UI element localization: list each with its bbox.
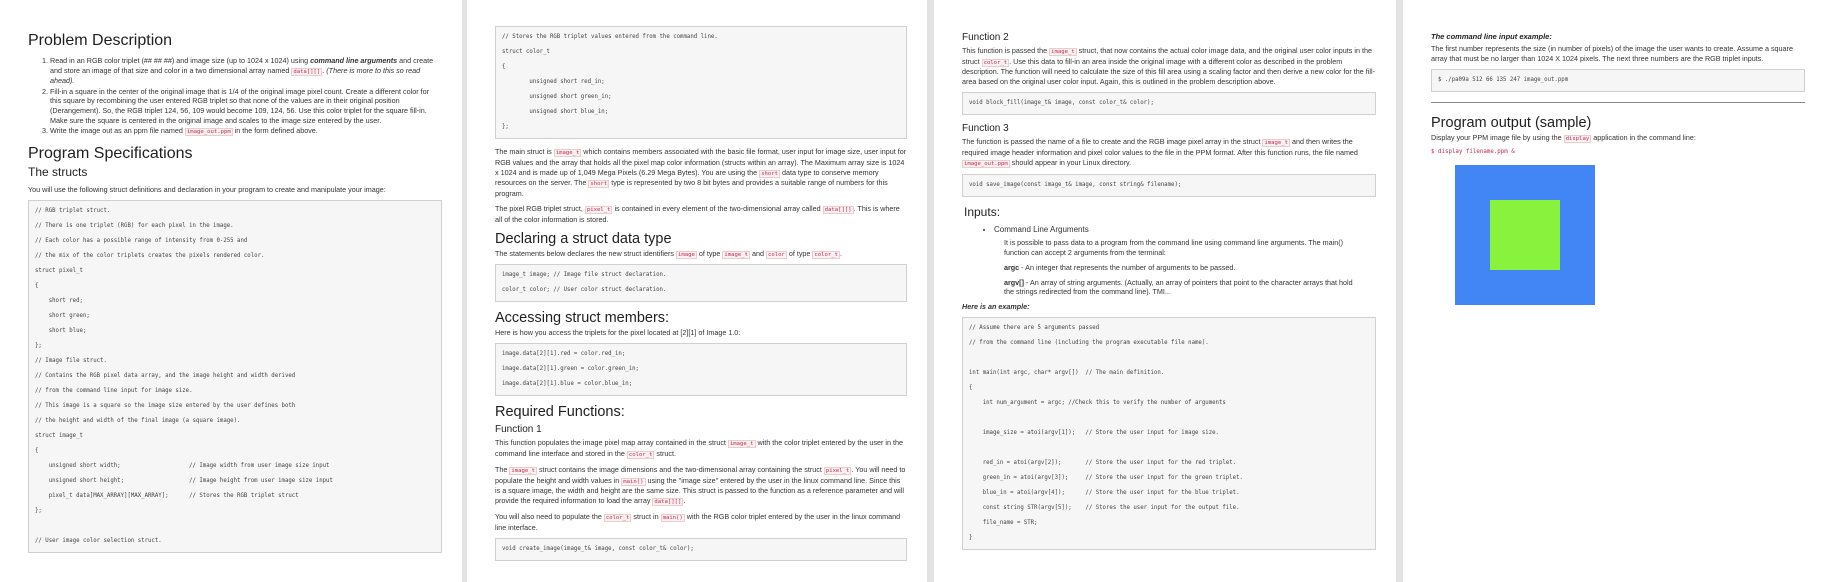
code-line: // Contains the RGB pixel data array, and the image height and width derived [35,372,296,379]
code-line: short green; [35,312,90,319]
code-line: // Each color has a possible range of intensity from 0-255 and [35,237,248,244]
list-item: • Command Line Arguments [994,225,1376,234]
code-line: { [35,447,39,454]
accessing-heading: Accessing struct members: [495,310,670,327]
code-line: // from the command line input for image size. [35,387,193,394]
document-page-2 [467,0,927,582]
function-1-paragraph: You will also need to populate the color_t struct in main() with the RGB color triplet entered by the user in the linux command line interface. [495,511,901,532]
list-item: 2. Fill-in a square in the center of the original image that is 1/4 of the original image pixel count. Create a different color for this square by recombining the user entered RGB triplet so that none of the values are in their original position (Derangement). So, the RGB triplet 124, 56, 109 would become 109, 124, 56. Use this color triplet for the square fill-in. Make sure the square is centered in the original image and scales to the image size entered by the user. [50,87,442,126]
display-command: $ display filename.ppm & [1431,148,1515,155]
horizontal-rule [1431,102,1805,103]
program-output-heading: Program output (sample) [1431,114,1592,131]
inputs-list [994,225,1376,234]
document-page-3 [934,0,1396,582]
code-line [969,411,1369,426]
function-1-signature: void create_image(image_t& image, const color_t& color); [495,538,907,561]
list-item: 1. Read in an RGB color triplet (## ## ##) and image size (up to 1024 x 1024) using command line arguments and create and store an image of that size and color in a two dimensional array named data[][] . (There is more to this so read ahead). [50,56,442,86]
function-3-signature: void save_image(const image_t& image, const string& filename); [962,174,1376,197]
code-line: } [969,535,973,542]
requirements-list [50,56,442,137]
code-line: image_size = atoi(argv[1]); // Store the user input for image size. [969,430,1219,437]
list-item: 3. Write the image out as an ppm file named image_out.ppm in the form defined above. [50,126,442,136]
command-line-code: $ ./pa09a 512 66 135 247 image_out.ppm [1431,69,1805,92]
code-line: pixel_t data[MAX_ARRAY][MAX_ARRAY]; // Stores the RGB triplet struct [35,492,299,499]
code-line: // Stores the RGB triplet values entered from the command line. [502,34,718,40]
page-gap [1396,0,1403,582]
code-line: struct color_t [502,49,550,55]
code-line: struct image_t [35,432,83,439]
code-line: file_name = STR; [969,520,1038,527]
code-line: short blue; [35,327,87,334]
code-line: short red; [35,297,83,304]
required-functions-heading: Required Functions: [495,404,625,421]
argc-description: argc - An integer that represents the number of arguments to be passed. [1004,262,1236,272]
code-line: unsigned short blue_in; [502,109,609,115]
function-3-heading: Function 3 [962,123,1009,135]
code-line: image_t image; // Image file struct declaration. [502,272,667,279]
code-line: // from the command line (including the program executable file name). [969,340,1209,347]
program-output-paragraph: Display your PPM image file by using the display application in the command line: [1431,132,1696,142]
code-line: image.data[2][1].blue = color.blue_in; [502,381,633,388]
main-example-code-block [962,317,1376,550]
code-line: image.data[2][1].green = color.green_in; [502,366,639,373]
inputs-heading: Inputs: [964,204,1001,219]
function-2-paragraph: This function is passed the image_t struct, that now contains the actual color image data, and the original user color inputs in the struct color_t . Use this data to fill-in an area inside the original image with a different color as described in the problem description. The function will need to calculate the size of this fill area using a scaling factor and then derive a new color for the fill-area based on the original user color input. Again, this is outlined in the problem description above. [962,46,1375,87]
command-line-paragraph: The first number represents the size (in number of pixels) of the image the user wants to create. Assume a square array that must be no larger than 1024 X 1024 pixels. The next three numbers are the RGB triplet inputs. [1431,44,1793,63]
declaring-paragraph: The statements below declares the new struct identifiers image of type image_t and color of type color_t . [495,248,842,258]
code-line: unsigned short height; // Image height from user image size input [35,477,333,484]
function-1-paragraph: This function populates the image pixel map array contained in the struct image_t with the color triplet entered by the user in the command line interface and stored in the color_t struct. [495,438,903,459]
code-line: unsigned short green_in; [502,94,612,100]
code-line: color_t color; // User color struct declaration. [502,287,667,294]
code-line: int main(int argc, char* argv[]) // The main definition. [969,370,1165,377]
struct-code-block [28,200,442,553]
code-line: // the height and width of the final image (a square image). [35,417,241,424]
code-line: red_in = atoi(argv[2]); // Store the user input for the red triplet. [969,460,1237,467]
code-line: // There is one triplet (RGB) for each pixel in the image. [35,222,234,229]
example-label: Here is an example: [962,302,1030,312]
pixel-struct-paragraph: The pixel RGB triplet struct, pixel_t is contained in every element of the two-dimensional array called data[][] . This is where all of the color information is stored. [495,204,900,224]
main-struct-paragraph: The main struct is image_t which contains members associated with the basic file format, user input for image size, user input for RGB values and the array that holds all the pixel map color information (structs within an array). The Maximum array size is 1024 x 1024 and is made up of 1,049 Mega Pixels (6.29 Mega Bytes). You are using the short data type to conserve memory resources on the server. The short type is represented by two 8 bit bytes and provides a suitable range of numbers for this program. [495,147,907,199]
structs-heading: The structs [28,164,88,179]
code-line: unsigned short width; // Image width from user image size input [35,462,330,469]
code-line: // RGB triplet struct. [35,207,111,214]
code-line: int num_argument = argc; //Check this to verify the number of arguments [969,400,1226,407]
code-line: blue_in = atoi(argv[4]); // Store the user input for the blue triplet. [969,490,1240,497]
cla-paragraph: It is possible to pass data to a program from the command line using command line arguments. The main() function can accept 2 arguments from the terminal: [1004,237,1344,257]
page-gap [927,0,934,582]
code-line: image.data[2][1].red = color.red_in; [502,351,626,358]
program-specifications-heading: Program Specifications [28,144,193,162]
argv-description: argv[] - An array of string arguments. (Actually, an array of pointers that point to the character arrays that hold the strings redirected from the command line). TMI... [1004,277,1353,297]
code-line: // User image color selection struct. [35,537,162,544]
color-struct-code-block [495,26,907,139]
declaring-heading: Declaring a struct data type [495,230,672,247]
sample-fill-square [1490,200,1560,270]
code-line: green_in = atoi(argv[3]); // Store the user input for the green triplet. [969,475,1243,482]
code-line: }; [35,507,42,514]
function-3-paragraph: The function is passed the name of a file to create and the RGB image pixel array in the struct image_t and then writes the required image header information and pixel color values to the file in the PPM format. After this function runs, the file named image_out.ppm should appear in your Linux directory. [962,137,1358,167]
code-line: { [969,385,973,392]
problem-description-heading: Problem Description [28,32,173,49]
function-2-signature: void block_fill(image_t& image, const color_t& color); [962,92,1376,115]
declaration-code-block [495,264,907,302]
code-line: // Assume there are 5 arguments passed [969,325,1100,332]
code-line: // Image file struct. [35,357,107,364]
code-line [35,519,435,534]
function-1-heading: Function 1 [495,424,542,436]
code-line [969,351,1369,366]
command-line-example-heading: The command line input example: [1431,32,1552,41]
code-line: // This image is a square so the image size entered by the user defines both [35,402,296,409]
function-1-paragraph: The image_t struct contains the image dimensions and the two-dimensional array containing the struct pixel_t . You will need to populate the height and width values in main() using the "image size" entered by the user in the linux command line. Since this is a square image, the width and height are the same size. This struct is passed to the function as a reference parameter and will provide the required information to load the array data[][] . [495,464,906,506]
sample-output-image [1455,165,1595,305]
code-line: unsigned short red_in; [502,79,605,85]
code-line: { [35,282,39,289]
structs-intro: You will use the following struct definitions and declaration in your program to create and manipulate your image: [28,184,386,194]
code-line: { [502,64,506,70]
access-code-block [495,343,907,396]
document-page-1 [0,0,462,582]
code-line: // the mix of the color triplets creates the pixels rendered color. [35,252,265,259]
function-2-heading: Function 2 [962,32,1009,43]
code-line: const string STR(argv[5]); // Stores the user input for the output file. [969,505,1240,512]
code-line: }; [35,342,42,349]
document-page-4 [1403,0,1825,582]
code-line: }; [502,124,509,130]
accessing-paragraph: Here is how you access the triplets for the pixel located at [2][1] of Image 1.0: [495,328,741,338]
code-line: struct pixel_t [35,267,83,274]
code-line [969,441,1369,456]
